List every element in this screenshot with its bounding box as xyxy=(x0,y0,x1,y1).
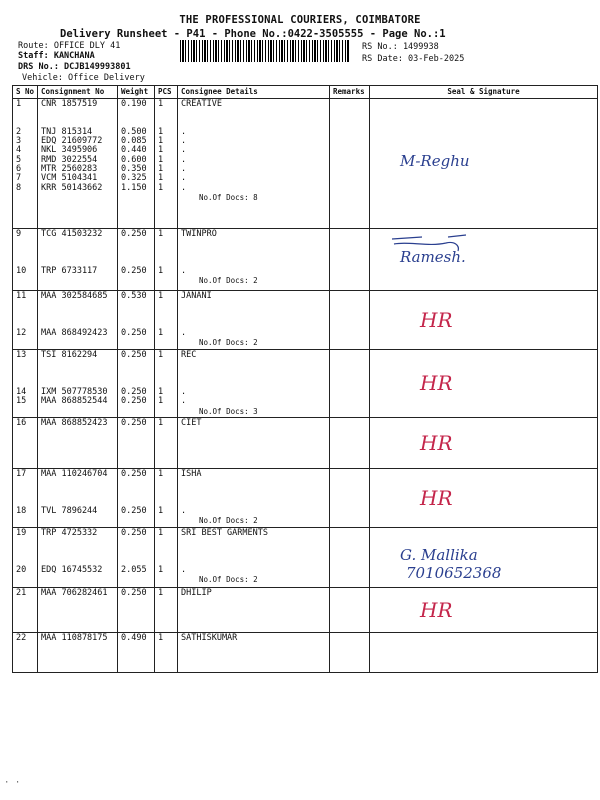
consignee-line: . xyxy=(181,182,187,193)
cell-consignee xyxy=(178,349,330,417)
cell-sno xyxy=(13,632,38,672)
col-consignee: Consignee Details xyxy=(178,86,330,99)
staff: Staff: KANCHANA xyxy=(18,51,95,61)
cell-line: 1 xyxy=(158,136,164,147)
cell-sno xyxy=(13,468,38,527)
consignee-line: . xyxy=(181,328,187,339)
cell-wt xyxy=(118,349,155,417)
cell-line: EDQ 16745532 xyxy=(41,564,103,575)
cell-line: 15 xyxy=(16,396,27,407)
cell-line: 20 xyxy=(16,564,27,575)
cell-line: 1 xyxy=(158,173,164,184)
consignee-line xyxy=(181,479,326,488)
cell-line: 21 xyxy=(16,587,27,598)
cell-line xyxy=(41,479,114,488)
cell-remarks xyxy=(330,349,370,417)
docs-count: No.Of Docs: 2 xyxy=(199,575,258,585)
cell-sno xyxy=(13,291,38,350)
cell-line: MAA 706282461 xyxy=(41,587,108,598)
cell-pcs xyxy=(155,291,178,350)
consignee-line: . xyxy=(181,506,187,517)
cell-signature[interactable] xyxy=(370,587,598,632)
consignee-line xyxy=(181,311,326,320)
handwritten-signature: HR xyxy=(420,598,453,623)
cell-line: RMD 3022554 xyxy=(41,154,98,165)
cell-line: TSI 8162294 xyxy=(41,349,98,360)
cell-cn xyxy=(38,229,118,291)
consignee-line: . xyxy=(181,386,187,397)
handwritten-signature: HR xyxy=(420,431,453,456)
consignee-line: . xyxy=(181,145,187,156)
cell-wt xyxy=(118,632,155,672)
col-consignment: Consignment No xyxy=(38,86,118,99)
col-remarks: Remarks xyxy=(330,86,370,99)
cell-line: 1 xyxy=(158,564,164,575)
cell-line: 0.250 xyxy=(121,506,147,517)
cell-pcs xyxy=(155,468,178,527)
table-row xyxy=(13,291,598,350)
table-row xyxy=(13,229,598,291)
cell-line: 3 xyxy=(16,136,22,147)
cell-line: 13 xyxy=(16,349,27,360)
table-row xyxy=(13,587,598,632)
signature-scribble-icon xyxy=(388,231,478,255)
cell-line: 0.600 xyxy=(121,154,147,165)
cell-line: 1.150 xyxy=(121,182,147,193)
barcode-icon xyxy=(180,40,350,62)
runsheet-subtitle: Delivery Runsheet - P41 - Phone No.:0422-3505555 - Page No.:1 xyxy=(60,28,446,40)
docs-count: No.Of Docs: 3 xyxy=(199,406,258,416)
cell-line: 0.440 xyxy=(121,145,147,156)
cell-pcs xyxy=(155,527,178,587)
cell-pcs xyxy=(155,587,178,632)
cell-line: 0.490 xyxy=(121,632,147,643)
cell-line: 1 xyxy=(158,587,164,598)
consignee-line: SATHISKUMAR xyxy=(181,632,238,643)
handwritten-signature: M-Reghu xyxy=(400,152,470,170)
cell-line: 1 xyxy=(158,386,164,397)
cell-remarks xyxy=(330,527,370,587)
cell-sno xyxy=(13,417,38,468)
rs-number: RS No.: 1499938 xyxy=(362,42,439,52)
consignee-line: . xyxy=(181,126,187,137)
cell-signature[interactable] xyxy=(370,417,598,468)
cell-line: 1 xyxy=(158,266,164,277)
consignee-line xyxy=(181,320,326,329)
cell-line: 1 xyxy=(158,154,164,165)
cell-line: 1 xyxy=(158,328,164,339)
cell-line: 1 xyxy=(158,145,164,156)
cell-consignee xyxy=(178,632,330,672)
col-weight: Weight xyxy=(118,86,155,99)
consignee-line xyxy=(181,109,326,118)
cell-line: 1 xyxy=(158,99,164,109)
cell-line xyxy=(41,488,114,497)
cell-line xyxy=(41,239,114,248)
cell-line: MAA 868492423 xyxy=(41,328,108,339)
cell-line: TNJ 815314 xyxy=(41,126,93,137)
cell-signature[interactable] xyxy=(370,99,598,229)
consignee-line: . xyxy=(181,173,187,184)
cell-line: 0.250 xyxy=(121,266,147,277)
handwritten-signature: Ramesh. xyxy=(400,248,466,266)
cell-line: VCM 5104341 xyxy=(41,173,98,184)
cell-line: 0.325 xyxy=(121,173,147,184)
cell-line: 8 xyxy=(16,182,22,193)
cell-line: 1 xyxy=(158,182,164,193)
cell-remarks xyxy=(330,417,370,468)
cell-pcs xyxy=(155,417,178,468)
cell-line: 0.250 xyxy=(121,349,147,360)
cell-line: 18 xyxy=(16,506,27,517)
cell-line: 16 xyxy=(16,417,27,428)
cell-line: 12 xyxy=(16,328,27,339)
cell-line: 2.055 xyxy=(121,564,147,575)
rs-date: RS Date: 03-Feb-2025 xyxy=(362,54,465,64)
cell-line: 1 xyxy=(158,632,164,643)
cell-wt xyxy=(118,417,155,468)
cell-line: MTR 2560283 xyxy=(41,164,98,175)
cell-signature[interactable] xyxy=(370,468,598,527)
cell-remarks xyxy=(330,632,370,672)
consignee-line: . xyxy=(181,266,187,277)
consignee-line xyxy=(181,498,326,507)
handwritten-signature: G. Mallika xyxy=(400,545,478,564)
cell-consignee xyxy=(178,99,330,229)
cell-sno xyxy=(13,99,38,229)
consignee-line xyxy=(181,538,326,547)
table-row xyxy=(13,417,598,468)
handwritten-signature: HR xyxy=(420,308,453,332)
consignee-line: . xyxy=(181,564,187,575)
table-row xyxy=(13,349,598,417)
cell-cn xyxy=(38,349,118,417)
cell-line: 1 xyxy=(158,164,164,175)
docs-count: No.Of Docs: 2 xyxy=(199,516,258,526)
cell-line: 1 xyxy=(158,229,164,239)
cell-line: IXM 507778530 xyxy=(41,386,108,397)
cell-line: KRR 50143662 xyxy=(41,182,103,193)
consignee-line: DHILIP xyxy=(181,587,212,598)
cell-line: 1 xyxy=(158,291,164,301)
table-row xyxy=(13,99,598,229)
cell-remarks xyxy=(330,587,370,632)
cell-cn xyxy=(38,468,118,527)
handwritten-phone: 7010652368 xyxy=(406,563,502,582)
cell-line: 7 xyxy=(16,173,22,184)
col-pcs: PCS xyxy=(155,86,178,99)
cell-line: 0.250 xyxy=(121,229,147,239)
cell-line: 6 xyxy=(16,164,22,175)
cell-line: 1 xyxy=(158,468,164,479)
cell-line: 11 xyxy=(16,291,27,301)
consignee-line xyxy=(181,369,326,378)
consignee-line: JANANI xyxy=(181,291,212,301)
cell-line: TCG 41503232 xyxy=(41,229,103,239)
col-signature: Seal & Signature xyxy=(370,86,598,99)
consignee-line: CREATIVE xyxy=(181,99,222,109)
cell-remarks xyxy=(330,468,370,527)
cell-consignee xyxy=(178,291,330,350)
consignee-line xyxy=(181,239,326,248)
cell-line: NKL 3495906 xyxy=(41,145,98,156)
cell-sno xyxy=(13,349,38,417)
cell-line: 0.250 xyxy=(121,328,147,339)
cell-line: 4 xyxy=(16,145,22,156)
table-header-row xyxy=(13,86,598,99)
consignee-line xyxy=(181,249,326,258)
cell-pcs xyxy=(155,229,178,291)
cell-line: 1 xyxy=(158,396,164,407)
cell-line xyxy=(41,301,114,310)
consignee-line: ISHA xyxy=(181,468,202,479)
cell-line: 19 xyxy=(16,527,27,538)
cell-line: 0.250 xyxy=(121,587,147,598)
cell-signature[interactable] xyxy=(370,291,598,350)
cell-line: 17 xyxy=(16,468,27,479)
cell-cn xyxy=(38,99,118,229)
cell-line: MAA 302584685 xyxy=(41,291,108,301)
cell-line: EDQ 21609772 xyxy=(41,136,103,147)
cell-cn xyxy=(38,587,118,632)
cell-line: 0.250 xyxy=(121,386,147,397)
cell-line: 0.500 xyxy=(121,126,147,137)
cell-signature[interactable] xyxy=(370,229,598,291)
cell-remarks xyxy=(330,99,370,229)
consignee-line xyxy=(181,379,326,388)
cell-line: 0.250 xyxy=(121,527,147,538)
docs-count: No.Of Docs: 2 xyxy=(199,276,258,286)
handwritten-signature: HR xyxy=(420,485,453,510)
consignee-line: SRI BEST GARMENTS xyxy=(181,527,268,538)
scan-mark: · · xyxy=(4,778,21,788)
consignee-line: CIET xyxy=(181,417,202,428)
handwritten-signature: HR xyxy=(420,370,453,395)
table-row xyxy=(13,632,598,672)
runsheet-table xyxy=(12,85,598,673)
cell-consignee xyxy=(178,468,330,527)
consignee-line: . xyxy=(181,396,187,407)
cell-line: 0.085 xyxy=(121,136,147,147)
cell-remarks xyxy=(330,291,370,350)
cell-line: 0.250 xyxy=(121,468,147,479)
cell-sno xyxy=(13,527,38,587)
cell-wt xyxy=(118,587,155,632)
cell-line: TRP 6733117 xyxy=(41,266,98,277)
cell-pcs xyxy=(155,349,178,417)
cell-line: TVL 7896244 xyxy=(41,506,98,517)
cell-line: MAA 110878175 xyxy=(41,632,108,643)
cell-consignee xyxy=(178,587,330,632)
cell-line: MAA 868852544 xyxy=(41,396,108,407)
cell-line: 1 xyxy=(158,417,164,428)
consignee-line xyxy=(181,360,326,369)
cell-remarks xyxy=(330,229,370,291)
consignee-line: . xyxy=(181,154,187,165)
cell-line: 9 xyxy=(16,229,22,239)
cell-sno xyxy=(13,229,38,291)
cell-line xyxy=(41,538,114,547)
cell-signature[interactable] xyxy=(370,349,598,417)
cell-line: 1 xyxy=(158,506,164,517)
cell-line: 5 xyxy=(16,154,22,165)
cell-line: 1 xyxy=(158,349,164,360)
cell-line xyxy=(41,547,114,556)
consignee-line xyxy=(181,258,326,267)
cell-wt xyxy=(118,229,155,291)
cell-line: 0.350 xyxy=(121,164,147,175)
cell-wt xyxy=(118,291,155,350)
table-row xyxy=(13,468,598,527)
consignee-line xyxy=(181,557,326,566)
consignee-line xyxy=(181,488,326,497)
cell-line: MAA 110246704 xyxy=(41,468,108,479)
cell-consignee xyxy=(178,417,330,468)
cell-wt xyxy=(118,527,155,587)
cell-line: 1 xyxy=(158,527,164,538)
route: Route: OFFICE DLY 41 xyxy=(18,41,121,51)
consignee-line xyxy=(181,547,326,556)
cell-line: TRP 4725332 xyxy=(41,527,98,538)
cell-line: 0.530 xyxy=(121,291,147,301)
cell-line: 1 xyxy=(16,99,22,109)
cell-signature[interactable] xyxy=(370,632,598,672)
consignee-line: . xyxy=(181,164,187,175)
cell-sno xyxy=(13,587,38,632)
vehicle: Vehicle: Office Delivery xyxy=(22,73,145,83)
cell-line: 0.190 xyxy=(121,99,147,109)
cell-consignee xyxy=(178,527,330,587)
cell-pcs xyxy=(155,632,178,672)
cell-wt xyxy=(118,468,155,527)
cell-consignee xyxy=(178,229,330,291)
cell-line xyxy=(41,311,114,320)
cell-line: 10 xyxy=(16,266,27,277)
cell-line: 1 xyxy=(158,126,164,137)
cell-cn xyxy=(38,527,118,587)
cell-cn xyxy=(38,417,118,468)
table-row xyxy=(13,527,598,587)
drs-number: DRS No.: DCJB149993801 xyxy=(18,62,131,72)
cell-line: 22 xyxy=(16,632,27,643)
cell-line xyxy=(41,249,114,258)
cell-line xyxy=(41,360,114,369)
cell-line: CNR 1857519 xyxy=(41,99,98,109)
cell-line: 0.250 xyxy=(121,417,147,428)
cell-cn xyxy=(38,291,118,350)
cell-line: MAA 868852423 xyxy=(41,417,108,428)
cell-line xyxy=(41,369,114,378)
consignee-line: TWINPRO xyxy=(181,229,217,239)
col-sno: S No xyxy=(13,86,38,99)
cell-signature[interactable] xyxy=(370,527,598,587)
cell-cn xyxy=(38,632,118,672)
consignee-line: REC xyxy=(181,349,197,360)
docs-count: No.Of Docs: 8 xyxy=(199,192,258,202)
cell-line: 2 xyxy=(16,126,22,137)
consignee-line: . xyxy=(181,136,187,147)
cell-pcs xyxy=(155,99,178,229)
docs-count: No.Of Docs: 2 xyxy=(199,338,258,348)
cell-line xyxy=(41,109,114,118)
cell-wt xyxy=(118,99,155,229)
cell-line: 14 xyxy=(16,386,27,397)
consignee-line xyxy=(181,301,326,310)
consignee-line xyxy=(181,119,326,128)
company-title: THE PROFESSIONAL COURIERS, COIMBATORE xyxy=(179,14,421,26)
cell-line: 0.250 xyxy=(121,396,147,407)
